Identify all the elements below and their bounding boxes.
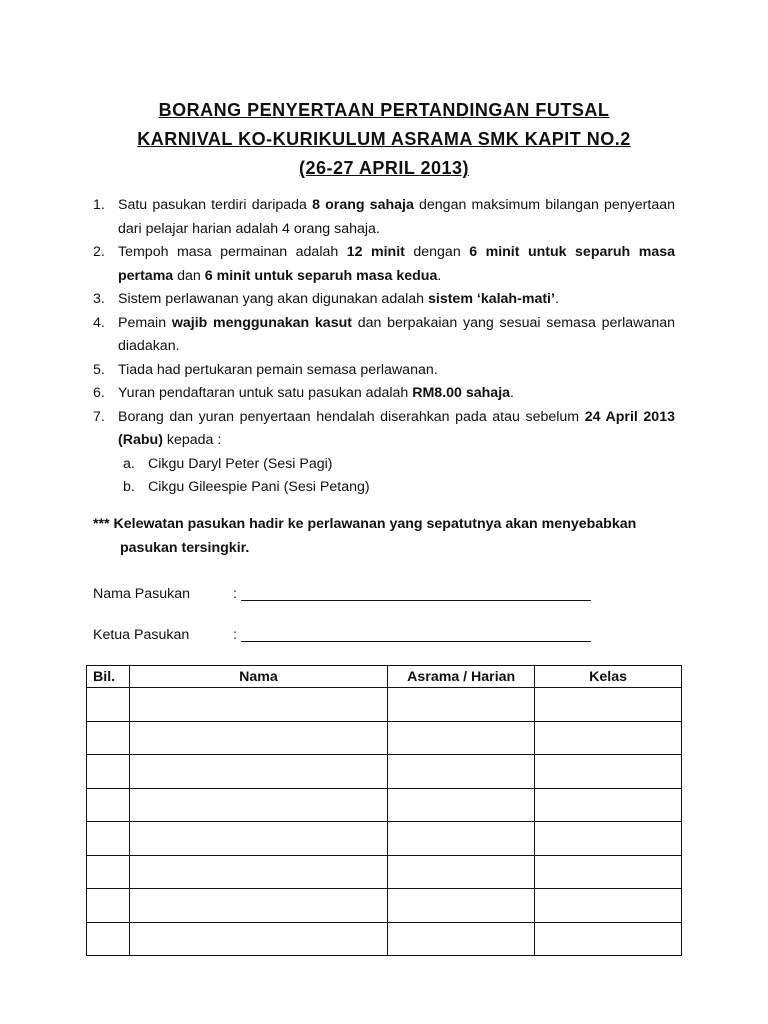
hostel-or-day-cell[interactable] [388, 822, 535, 856]
team-name-label: Nama Pasukan [93, 586, 190, 602]
team-name-colon: : [233, 586, 237, 602]
rule-text-bold: 12 minit [346, 244, 405, 260]
rule-sublist [118, 453, 675, 500]
number-cell[interactable] [87, 755, 130, 789]
team-name-blank-line[interactable] [241, 600, 591, 601]
rule-text-bold: wajib menggunakan kasut [171, 314, 352, 331]
title-line-3: (26-27 APRIL 2013) [298, 158, 470, 178]
rule-text-part: dengan [404, 244, 470, 260]
name-cell[interactable] [129, 688, 387, 722]
table-row [87, 688, 682, 722]
rule-text-part: Tiada had pertukaran pemain semasa perlawanan. [118, 361, 438, 378]
rule-item [93, 288, 675, 312]
class-cell[interactable] [535, 855, 682, 889]
rule-text-bold: 6 minit untuk separuh masa pertama [118, 244, 675, 284]
rule-text-part: . [554, 291, 559, 307]
name-cell[interactable] [129, 822, 387, 856]
rule-text-bold: RM8.00 sahaja [412, 385, 511, 401]
rule-text-part: Pemain [118, 314, 172, 331]
number-cell[interactable] [87, 922, 130, 956]
rule-text-part: dan berpakaian yang sesuai semasa perlawanan diadakan. [118, 314, 675, 354]
team-name-field[interactable] [93, 583, 603, 605]
warning-line-2: pasukan tersingkir. [120, 540, 250, 556]
team-captain-blank-line[interactable] [241, 641, 591, 642]
rule-text-bold: 8 orang sahaja [312, 197, 414, 213]
warning-line-1: *** Kelewatan pasukan hadir ke perlawanan yang sepatutnya akan menyebabkan [93, 516, 637, 532]
rule-item [93, 241, 675, 288]
teacher-contact-item [123, 453, 675, 477]
rule-item [93, 382, 675, 406]
rule-text-part: Borang dan yuran penyertaan hendalah diserahkan pada atau sebelum [118, 408, 585, 425]
col-header-name: Nama [129, 666, 387, 688]
class-cell[interactable] [535, 755, 682, 789]
player-registration-table [86, 665, 682, 956]
rule-number: 5. [93, 361, 105, 378]
rule-item [93, 406, 675, 500]
rule-text-part: kepada : [162, 432, 222, 448]
rule-text [118, 315, 675, 355]
number-cell[interactable] [87, 889, 130, 923]
class-cell[interactable] [535, 688, 682, 722]
table-header-row [87, 666, 682, 688]
rule-number: 1. [93, 197, 105, 213]
rule-text [118, 362, 438, 378]
rule-text [118, 385, 514, 401]
rule-number: 6. [93, 385, 105, 401]
rule-item [93, 194, 675, 241]
rule-text-bold: sistem ‘kalah-mati’ [427, 291, 555, 307]
rule-text-part: Yuran pendaftaran untuk satu pasukan adalah [118, 385, 413, 401]
rule-number: 3. [93, 291, 105, 307]
team-captain-label: Ketua Pasukan [93, 627, 190, 643]
number-cell[interactable] [87, 822, 130, 856]
rule-text-part: Satu pasukan terdiri daripada [118, 197, 313, 213]
table-row [87, 721, 682, 755]
rule-text-part: . [510, 385, 514, 401]
table-row [87, 855, 682, 889]
table-row [87, 822, 682, 856]
rule-number: 7. [93, 408, 105, 425]
rule-text [118, 197, 675, 237]
name-cell[interactable] [129, 855, 387, 889]
form-title [0, 96, 768, 183]
late-warning [93, 512, 693, 560]
hostel-or-day-cell[interactable] [388, 855, 535, 889]
rule-text [118, 244, 675, 284]
name-cell[interactable] [129, 788, 387, 822]
rule-text-bold: 24 April 2013 (Rabu) [118, 408, 675, 448]
class-cell[interactable] [535, 922, 682, 956]
class-cell[interactable] [535, 822, 682, 856]
table-row [87, 922, 682, 956]
rules-list [93, 194, 675, 500]
title-line-1: BORANG PENYERTAAN PERTANDINGAN FUTSAL [158, 100, 610, 120]
hostel-or-day-cell[interactable] [388, 922, 535, 956]
hostel-or-day-cell[interactable] [388, 721, 535, 755]
rule-text [118, 409, 675, 449]
rule-text-bold: 6 minit untuk separuh masa kedua [204, 267, 438, 284]
name-cell[interactable] [129, 889, 387, 923]
rule-text-part: Sistem perlawanan yang akan digunakan adalah [118, 291, 428, 307]
table-row [87, 788, 682, 822]
teacher-contact-item [123, 476, 675, 500]
hostel-or-day-cell[interactable] [388, 688, 535, 722]
title-line-2: KARNIVAL KO-KURIKULUM ASRAMA SMK KAPIT NO.2 [137, 129, 631, 149]
col-header-hostel-or-day: Asrama / Harian [388, 666, 535, 688]
rule-item [93, 359, 675, 383]
number-cell[interactable] [87, 855, 130, 889]
class-cell[interactable] [535, 889, 682, 923]
rule-text-part: dengan maksimum bilangan penyertaan dari pelajar harian adalah 4 orang sahaja. [118, 197, 675, 237]
name-cell[interactable] [129, 755, 387, 789]
hostel-or-day-cell[interactable] [388, 755, 535, 789]
teacher-name: Cikgu Daryl Peter (Sesi Pagi) [148, 455, 333, 472]
number-cell[interactable] [87, 721, 130, 755]
name-cell[interactable] [129, 721, 387, 755]
rule-text-part: dan [173, 267, 205, 284]
sub-item-letter: b. [123, 479, 135, 495]
table-row [87, 889, 682, 923]
number-cell[interactable] [87, 788, 130, 822]
number-cell[interactable] [87, 688, 130, 722]
sub-item-letter: a. [123, 455, 135, 472]
team-captain-colon: : [233, 627, 237, 643]
rule-number: 2. [93, 244, 105, 260]
team-captain-field[interactable] [93, 624, 603, 646]
col-header-number: Bil. [87, 666, 130, 688]
class-cell[interactable] [535, 788, 682, 822]
rule-text [118, 291, 559, 307]
rule-number: 4. [93, 314, 105, 331]
rule-text-part: Tempoh masa permainan adalah [118, 244, 347, 260]
hostel-or-day-cell[interactable] [388, 889, 535, 923]
col-header-class: Kelas [535, 666, 682, 688]
table-body [87, 688, 682, 956]
teacher-name: Cikgu Gileespie Pani (Sesi Petang) [148, 479, 370, 495]
rule-text-part: . [437, 267, 442, 284]
table-row [87, 755, 682, 789]
rule-item [93, 312, 675, 359]
name-cell[interactable] [129, 922, 387, 956]
hostel-or-day-cell[interactable] [388, 788, 535, 822]
class-cell[interactable] [535, 721, 682, 755]
